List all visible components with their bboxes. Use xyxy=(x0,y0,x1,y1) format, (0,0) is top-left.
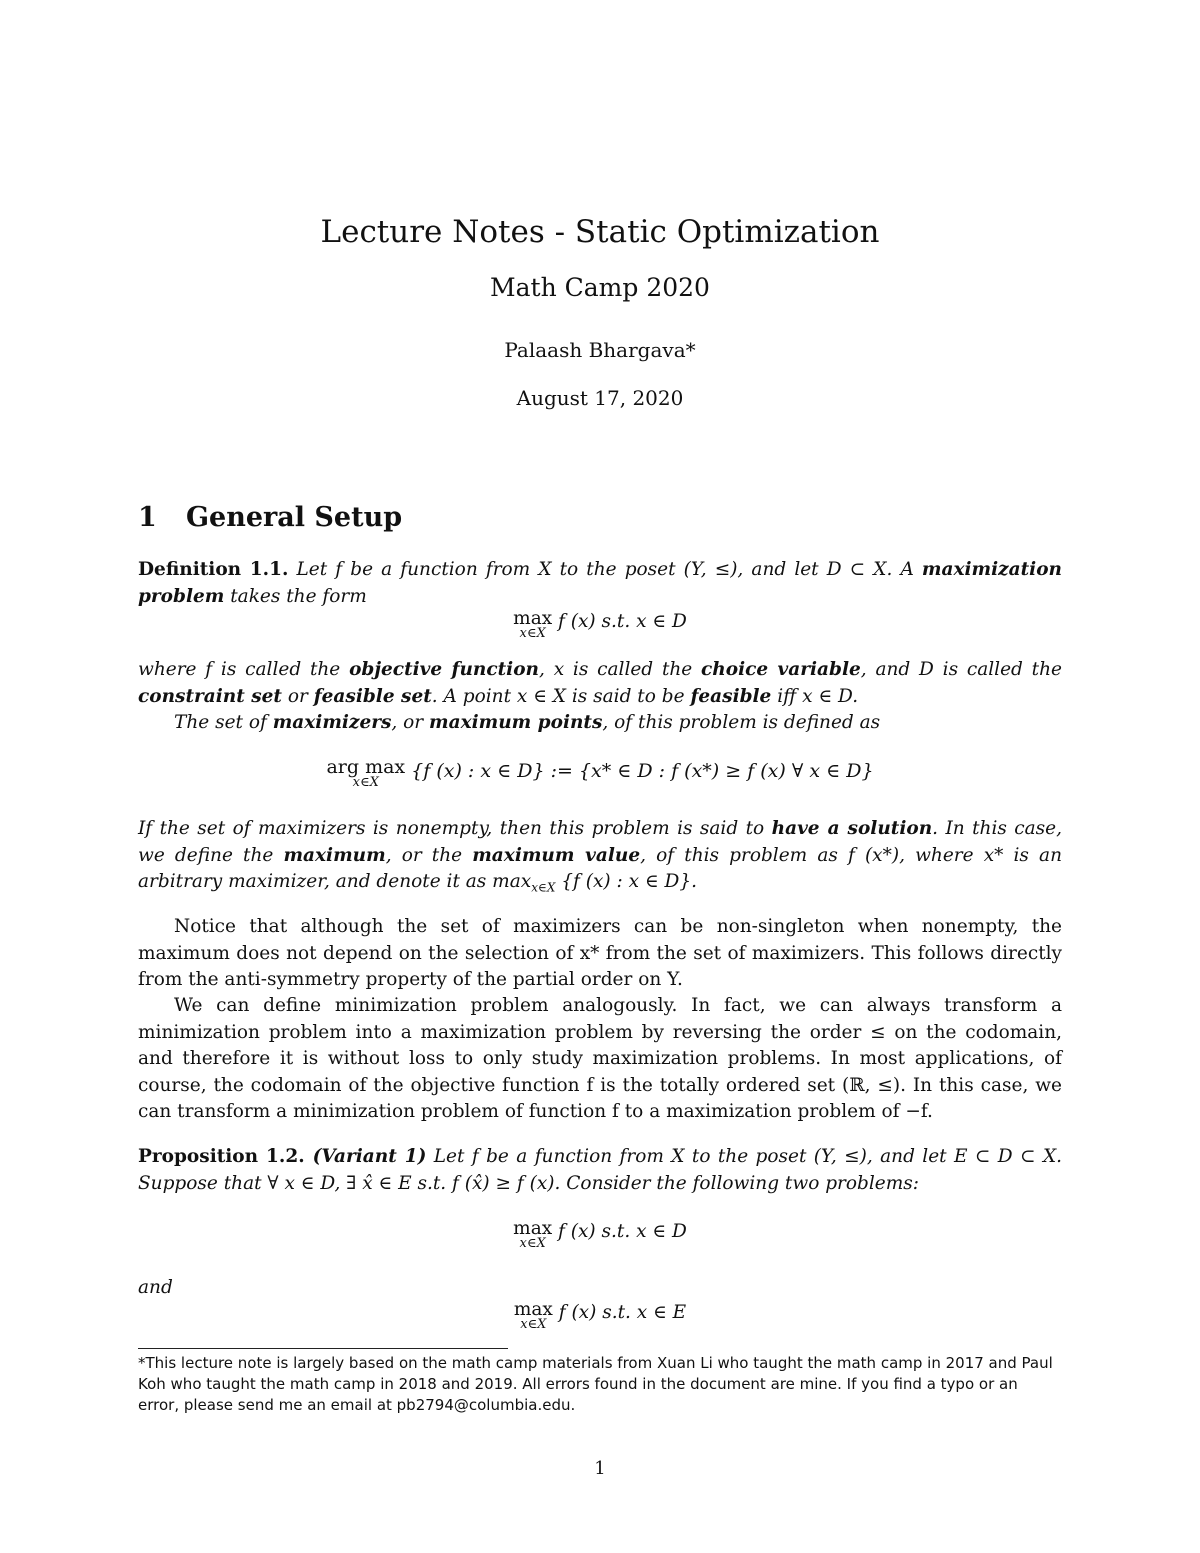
definition-statement xyxy=(138,557,1062,610)
eq-body: {f (x) : x ∈ D} := {x* ∈ D : f (x*) ≥ f (x) ∀ x ∈ D} xyxy=(405,760,874,782)
definition-paragraph-3: If the set of maximizers is nonempty, then this problem is said to have a solution. In this case, we define the maximum, or the maximum value, of this problem as f (x*), where x* is an arbitrary maximizer, and denote it as $\max_{x\in X} \{f$ (x) : x ∈ D}. xyxy=(138,818,1062,895)
equation-max-d xyxy=(0,608,1200,641)
eq-subscript: x∈X xyxy=(352,775,379,790)
equation-prob-e: max x∈X f (x) s.t. x ∈ E xyxy=(513,1299,687,1332)
body-paragraph-1: Notice that although the set of maximizers can be non-singleton when nonempty, the maximum does not depend on the selection of x* from the set of maximizers. This follows directly from the anti-symmetry property of the partial order on Y. xyxy=(138,916,1062,990)
section-heading xyxy=(138,502,402,533)
proposition-label: Proposition 1.2. xyxy=(138,1146,305,1167)
equation-argmax xyxy=(0,756,1200,790)
footnote-rule xyxy=(138,1348,508,1349)
document-subtitle: Math Camp 2020 xyxy=(490,273,710,302)
eq-body: f (x) s.t. x ∈ D xyxy=(552,611,687,632)
eq-subscript: x∈X xyxy=(519,626,546,641)
definition-text-end: takes the form xyxy=(224,585,367,607)
equation-prob-d: max x∈X f (x) s.t. x ∈ D xyxy=(513,1218,687,1251)
definition-paragraph-1: where f is called the objective function, x is called the choice variable, and D is called the constraint set or feasible set. A point x ∈ X is said to be feasible iff x ∈ D. xyxy=(138,659,1062,707)
eq-operator: max xyxy=(513,608,553,629)
eq-operator: arg max xyxy=(326,756,406,778)
definition-paragraph-2: The set of maximizers, or maximum points, of this problem is defined as xyxy=(174,712,881,733)
term-maximization: maximization xyxy=(921,559,1062,580)
body-paragraph-2: We can define minimization problem analogously. In fact, we can always transform a minimization problem into a maximization problem by reversing the order ≤ on the codomain, and therefore it is without loss to only study maximization problems. In most applications, of course, the codomain of the objective function f is the totally ordered set (ℝ, ≤). In this case, we can transform a minimization problem of function f to a maximization problem of −f. xyxy=(138,995,1062,1122)
definition-text: Let f be a function from X to the poset (Y, ≤), and let D ⊂ X. A xyxy=(288,559,922,580)
proposition-statement xyxy=(138,1144,1062,1197)
page-number: 1 xyxy=(594,1458,606,1479)
document-date: August 17, 2020 xyxy=(516,386,684,410)
proposition-text: Let f be a function from X to the poset (Y, ≤), and let E ⊂ D ⊂ X. Suppose that ∀ x ∈ D, ∃ x̂ ∈ E s.t. f (x̂) ≥ f (x). Consider the following two problems: xyxy=(138,1146,1062,1194)
proposition-and: and xyxy=(138,1277,173,1298)
document-title: Lecture Notes - Static Optimization xyxy=(320,214,880,250)
proposition-variant: (Variant 1) xyxy=(304,1146,427,1167)
section-title: General Setup xyxy=(186,502,403,533)
section-number: 1 xyxy=(138,502,157,533)
author-name: Palaash Bhargava* xyxy=(504,338,696,362)
footnote: *This lecture note is largely based on the math camp materials from Xuan Li who taught the math camp in 2017 and Paul Koh who taught the math camp in 2018 and 2019. All errors found in the document are mine. If you find a typo or an error, please send me an email at pb2794@columbia.edu. xyxy=(138,1354,1053,1414)
term-problem: problem xyxy=(138,585,225,607)
definition-label: Definition 1.1. xyxy=(138,559,289,580)
